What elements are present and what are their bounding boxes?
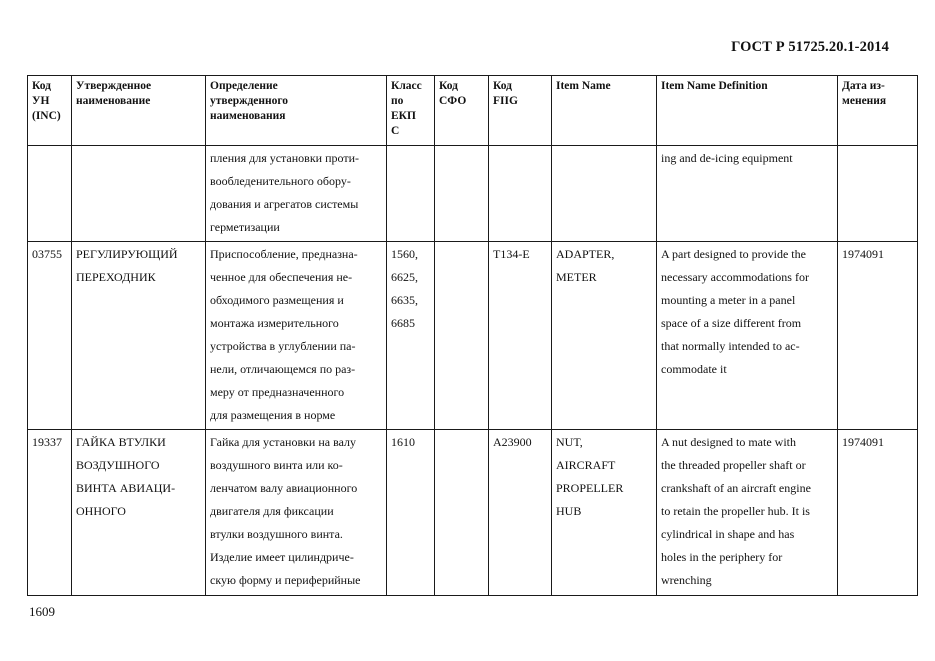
inc-code-cell — [28, 146, 72, 242]
cell-text-line: 6635, — [391, 293, 418, 307]
table-row — [28, 146, 918, 242]
cell-text-line: ADAPTER, — [556, 247, 615, 261]
header-fiig-code — [489, 76, 552, 146]
table-row — [28, 430, 918, 596]
header-inc-code — [28, 76, 72, 146]
cell-text-line: to retain the propeller hub. It is — [661, 504, 810, 518]
header-approved-name-definition — [206, 76, 387, 146]
approved-name-cell — [72, 430, 206, 596]
cell-text-line: 1974091 — [842, 435, 884, 449]
cell-text-line: пления для установки проти- — [210, 151, 360, 165]
cell-text-line: AIRCRAFT — [556, 458, 616, 472]
cell-text-line: ВИНТА АВИАЦИ- — [76, 481, 176, 495]
cell-text-line: holes in the periphery for — [661, 550, 783, 564]
header-text-line: Дата из- — [842, 80, 885, 92]
cell-text-line: METER — [556, 270, 597, 284]
cell-text-line: 03755 — [32, 247, 62, 261]
cell-text-line: A23900 — [493, 435, 532, 449]
sfo-code-cell — [435, 430, 489, 596]
cell-text-line: HUB — [556, 504, 582, 518]
ekps-class-cell — [387, 146, 435, 242]
change-date-cell — [838, 146, 918, 242]
header-text-line: Код — [32, 80, 52, 92]
header-text-line: Утвержденное — [76, 80, 152, 92]
cell-text-line: the threaded propeller shaft or — [661, 458, 806, 472]
table-header-row — [28, 76, 918, 146]
inc-code-cell — [28, 242, 72, 430]
item-name-definition-cell — [657, 430, 838, 596]
cell-text-line: скую форму и периферийные — [210, 573, 361, 587]
cell-text-line: ing and de-icing equipment — [661, 151, 793, 165]
cell-text-line: commodate it — [661, 362, 727, 376]
cell-text-line: T134-E — [493, 247, 530, 261]
header-approved-name — [72, 76, 206, 146]
fiig-code-cell — [489, 146, 552, 242]
header-text-line: Определение — [210, 80, 278, 92]
cell-text-line: нели, отличающемся по раз- — [210, 362, 356, 376]
cell-text-line: space of a size different from — [661, 316, 802, 330]
page-number: 1609 — [29, 604, 55, 619]
cell-text-line: ВОЗДУШНОГО — [76, 458, 160, 472]
approved-name-cell — [72, 146, 206, 242]
cell-text-line: ченное для обеспечения не- — [210, 270, 353, 284]
item-name-cell — [552, 430, 657, 596]
cell-text-line: РЕГУЛИРУЮЩИЙ — [76, 247, 178, 261]
cell-text-line: cylindrical in shape and has — [661, 527, 795, 541]
cell-text-line: ПЕРЕХОДНИК — [76, 270, 156, 284]
fiig-code-cell — [489, 242, 552, 430]
header-text-line: менения — [842, 95, 887, 107]
cell-text-line: герметизации — [210, 220, 280, 234]
cell-text-line: обходимого размещения и — [210, 293, 344, 307]
cell-text-line: для размещения в норме — [210, 408, 336, 422]
header-change-date — [838, 76, 918, 146]
cell-text-line: 1560, — [391, 247, 418, 261]
definition-cell — [206, 146, 387, 242]
header-text-line: Класс — [391, 80, 422, 92]
header-text-line: Item Name Definition — [661, 80, 768, 92]
approved-name-cell — [72, 242, 206, 430]
sfo-code-cell — [435, 242, 489, 430]
header-text-line: утвержденного — [210, 95, 289, 107]
cell-text-line: 19337 — [32, 435, 62, 449]
header-text-line: СФО — [439, 95, 467, 107]
item-name-cell — [552, 146, 657, 242]
header-text-line: Код — [493, 80, 513, 92]
document-title: ГОСТ Р 51725.20.1-2014 — [731, 39, 889, 55]
sfo-code-cell — [435, 146, 489, 242]
table-body — [28, 146, 918, 596]
header-text-line: Код — [439, 80, 459, 92]
cell-text-line: Изделие имеет цилиндриче- — [210, 550, 354, 564]
cell-text-line: A nut designed to mate with — [661, 435, 796, 449]
cell-text-line: ГАЙКА ВТУЛКИ — [76, 435, 166, 449]
cell-text-line: монтажа измерительного — [210, 316, 339, 330]
header-text-line: по — [391, 95, 404, 107]
item-name-definition-cell — [657, 146, 838, 242]
cell-text-line: втулки воздушного винта. — [210, 527, 343, 541]
cell-text-line: necessary accommodations for — [661, 270, 809, 284]
cell-text-line: Гайка для установки на валу — [210, 435, 357, 449]
catalog-table — [27, 75, 918, 596]
cell-text-line: mounting a meter in a panel — [661, 293, 796, 307]
header-ekps-class — [387, 76, 435, 146]
cell-text-line: A part designed to provide the — [661, 247, 806, 261]
cell-text-line: 6685 — [391, 316, 415, 330]
header-item-name-definition — [657, 76, 838, 146]
cell-text-line: NUT, — [556, 435, 583, 449]
cell-text-line: ОННОГО — [76, 504, 126, 518]
cell-text-line: PROPELLER — [556, 481, 624, 495]
cell-text-line: вообледенительного обору- — [210, 174, 351, 188]
header-text-line: наименование — [76, 95, 151, 107]
ekps-class-cell — [387, 430, 435, 596]
cell-text-line: ленчатом валу авиационного — [210, 481, 358, 495]
table-row — [28, 242, 918, 430]
change-date-cell — [838, 430, 918, 596]
header-text-line: УН — [32, 95, 50, 107]
cell-text-line: воздушного винта или ко- — [210, 458, 343, 472]
cell-text-line: 6625, — [391, 270, 418, 284]
cell-text-line: устройства в углублении па- — [210, 339, 356, 353]
item-name-definition-cell — [657, 242, 838, 430]
cell-text-line: 1974091 — [842, 247, 884, 261]
header-text-line: С — [391, 125, 400, 137]
item-name-cell — [552, 242, 657, 430]
cell-text-line: crankshaft of an aircraft engine — [661, 481, 811, 495]
header-text-line: FIIG — [493, 95, 518, 107]
header-item-name — [552, 76, 657, 146]
cell-text-line: двигателя для фиксации — [210, 504, 334, 518]
header-text-line: Item Name — [556, 80, 611, 92]
inc-code-cell — [28, 430, 72, 596]
cell-text-line: 1610 — [391, 435, 415, 449]
cell-text-line: дования и агрегатов системы — [210, 197, 359, 211]
cell-text-line: wrenching — [661, 573, 712, 587]
header-text-line: (INC) — [32, 110, 61, 122]
cell-text-line: that normally intended to ac- — [661, 339, 800, 353]
header-sfo-code — [435, 76, 489, 146]
definition-cell — [206, 430, 387, 596]
definition-cell — [206, 242, 387, 430]
change-date-cell — [838, 242, 918, 430]
cell-text-line: Приспособление, предназна- — [210, 247, 358, 261]
header-text-line: ЕКП — [391, 110, 416, 122]
ekps-class-cell — [387, 242, 435, 430]
cell-text-line: меру от предназначенного — [210, 385, 345, 399]
fiig-code-cell — [489, 430, 552, 596]
header-text-line: наименования — [210, 110, 286, 122]
